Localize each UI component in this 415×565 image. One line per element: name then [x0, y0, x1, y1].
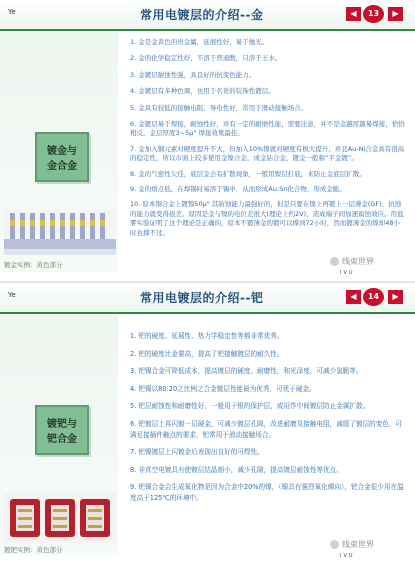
slide-gold	[0, 0, 415, 282]
list-item: 3. 金镀层耐蚀性强，具良好的抗变色能力。	[130, 70, 256, 79]
wechat-logo-icon	[330, 257, 339, 266]
chevron-left-icon: ◀	[350, 292, 357, 301]
list-item: 6. 钯镀层上再闪镀一层硬金，可减少镀层孔隙，改进耐磨及接触电阻，减缓了镀层的变色，可满足接插件触点的要求，钯常用于滑动接触场合。	[130, 419, 403, 439]
list-item: 4. 金镀层有多种色调，也用于名贵的装饰性镀层。	[130, 87, 275, 96]
chevron-right-icon: ▶	[392, 292, 399, 301]
footer-brand-text: 线束世界	[342, 540, 374, 549]
topic-label	[35, 405, 89, 455]
palladium-properties-list	[130, 331, 405, 504]
footer-brand	[330, 539, 374, 550]
gold-properties-list	[130, 38, 405, 238]
topic-label-text: 镀金与 金合金	[47, 146, 77, 172]
next-slide-button[interactable]	[388, 7, 403, 21]
footer-tag: IVU	[340, 553, 355, 559]
footer-brand	[330, 256, 374, 267]
list-item: 3. 钯镍合金可降低成本，提高镀层的硬度、耐磨性，和光泽度，可减少氢脆等。	[130, 367, 363, 376]
topic-label	[35, 132, 89, 182]
list-item: 5. 金具有较低的接触电阻、导电性好，常用于滑动接触场合。	[130, 103, 308, 112]
plating-example-image	[4, 493, 116, 543]
list-item: 1. 钯的硬度、延展性、热力学稳定性等都非常优秀。	[130, 332, 284, 340]
wechat-logo-icon	[330, 540, 339, 549]
list-item: 4. 钯镍以80:20之比例之合金镀层性能最为优秀，可优于硬金。	[130, 384, 316, 393]
prev-slide-button[interactable]	[346, 290, 361, 304]
left-panel	[0, 32, 118, 272]
plating-example-image	[4, 210, 116, 255]
list-item: 9. 金的熔点低，在焊锡时易溶于锡中，从而形成Au-Sn化合物，形成金脆。	[130, 185, 346, 194]
prev-slide-button[interactable]	[346, 7, 361, 21]
list-item: 7. 钯镍镀层上闪镀金后表现出良好的可焊性。	[130, 448, 264, 457]
list-item: 5. 钯层耐蚀性和耐磨性好，一般用于银的保护层，或用作中间镀层防止金属扩散。	[130, 402, 370, 411]
footer-tag: IVU	[340, 270, 355, 276]
list-item: 8. 非真空电镀具有使镀层结晶细小，减少孔隙，提高镀层耐蚀性等优点。	[130, 465, 343, 474]
list-item: 1. 金是金黄色的贵金属，延展性好，易于抛光。	[130, 38, 269, 46]
slide-title: 常用电镀层的介绍--金	[140, 8, 264, 22]
topic-label-text: 镀钯与 钯合金	[47, 419, 77, 445]
footer-brand-text: 线束世界	[342, 257, 374, 266]
next-slide-button[interactable]	[388, 290, 403, 304]
chevron-left-icon: ◀	[350, 9, 357, 18]
list-item: 6. 金镀层易于焊接，耐蚀性好，并有一定的耐磨性能，需要注意，并不是金越厚越易焊接，恰恰相反，金层厚度3~5μ" 焊接效果最佳。	[130, 120, 405, 138]
list-item: 9. 钯镍合金会生成氧化物是因为合金中20%的镍，（镍具有强烈氧化倾向），钯合金很少用在温度高于125℃的环境中。	[130, 483, 404, 502]
chevron-right-icon: ▶	[392, 9, 399, 18]
page-number: 13	[363, 5, 384, 23]
left-panel	[0, 315, 118, 555]
brand-label: Ye	[8, 291, 16, 299]
list-item: 10. 原本铜合金上镀镍50μ" 其防蚀能力最强好的，但是只要在镍上再镀上一层薄金(GF)，抗蚀的能力就变得很差。原因是金与镍的电位差很大(理论上约2V)，造成端子间加速腐蚀效应。用盐雾实验证明了这个理论是正确的，原本不镀薄金的镀可以撑到72小时，然而镀薄金的镍却48小时也撑不过。	[130, 200, 404, 237]
list-item: 2. 金的化学稳定性好，不溶于普通酸，只溶于王水。	[130, 54, 282, 63]
brand-label: Ye	[8, 8, 16, 16]
list-item: 8. 金的气密性欠佳，底层金会有扩散现象，一般用镍层打底，来防止金底层扩散。	[130, 169, 366, 178]
header-divider	[0, 312, 415, 314]
slide-title: 常用电镀层的介绍--钯	[140, 291, 264, 305]
slide-header	[0, 283, 415, 311]
slide-header	[0, 0, 415, 28]
list-item: 2. 钯的硬度比金要高，提高了钯接触镀层的耐久性。	[130, 349, 284, 358]
header-divider	[0, 29, 415, 31]
image-caption: 镀金实例：黄色部分	[4, 261, 63, 269]
slide-palladium	[0, 283, 415, 565]
page-number: 14	[363, 288, 384, 306]
image-caption: 镀钯实例：黄色部分	[4, 546, 63, 554]
list-item: 7. 金加入铜元素对硬度提升不大，但加入10%镍就对硬度有极大提升，并且Au-Ni合金具有很高的稳定性，所以市面上较多使用金镍合金，或金钴合金，镀金一般称“半金镀”。	[130, 144, 405, 163]
